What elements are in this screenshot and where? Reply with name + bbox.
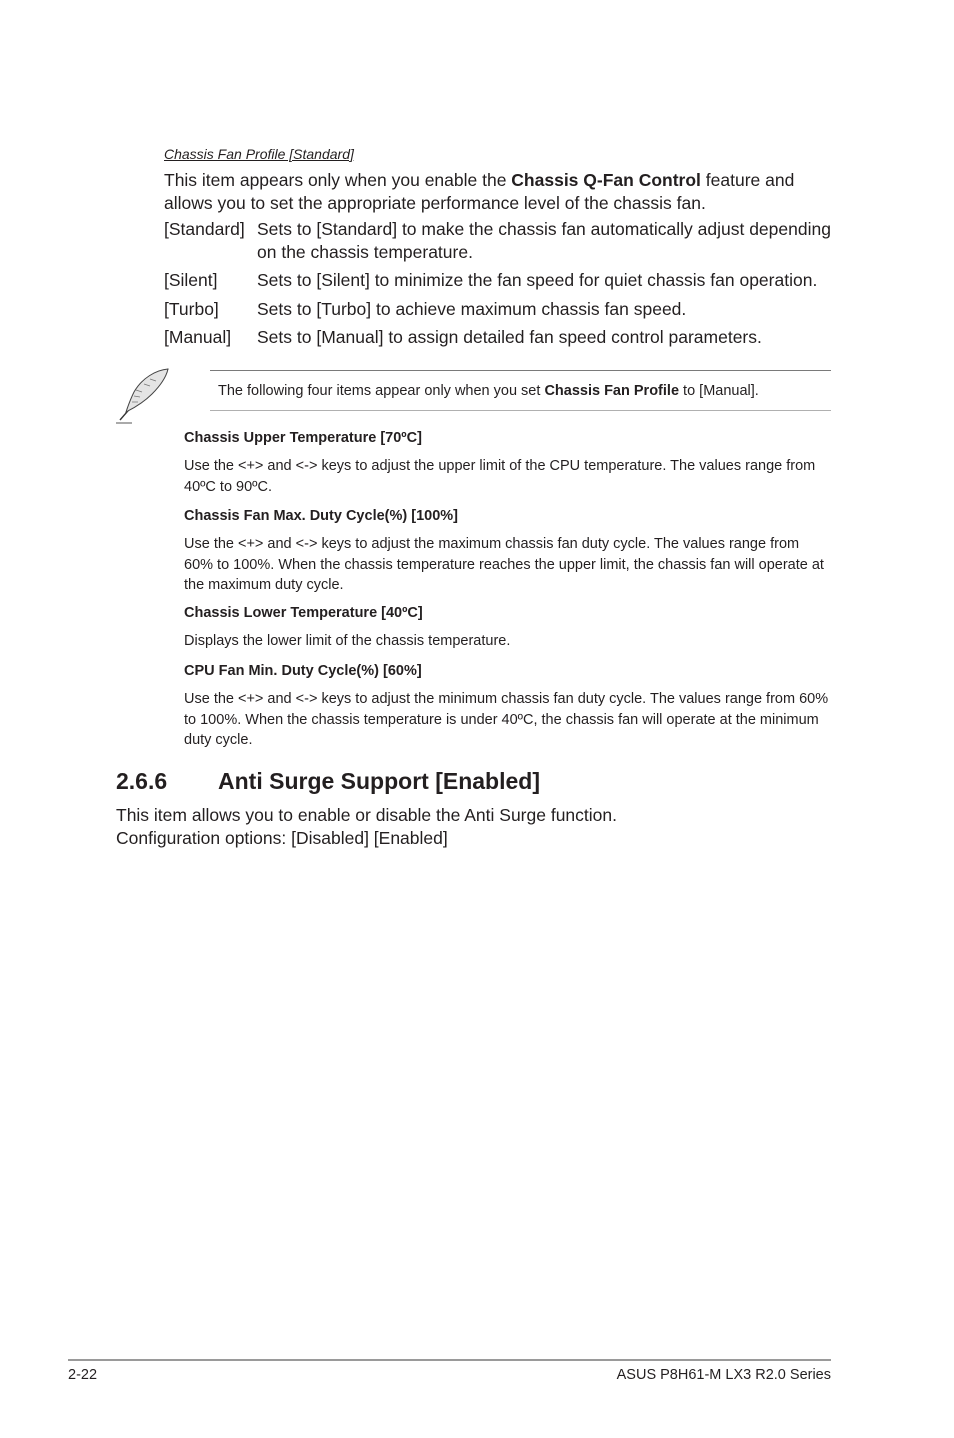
feather-quill-icon	[112, 366, 174, 424]
item-title-min-duty: CPU Fan Min. Duty Cycle(%) [60%]	[184, 663, 422, 679]
note-text-end: to [Manual].	[679, 383, 759, 399]
note-text-start: The following four items appear only when you set	[218, 383, 545, 399]
intro-bold-term: Chassis Q-Fan Control	[511, 170, 701, 190]
note-top-rule	[210, 370, 831, 371]
note-text	[218, 382, 759, 400]
fan-profile-intro	[164, 169, 844, 215]
option-desc-silent: Sets to [Silent] to minimize the fan speed for quiet chassis fan operation.	[257, 270, 818, 290]
fan-profile-heading: Chassis Fan Profile [Standard]	[164, 146, 354, 162]
item-desc-lower-temp: Displays the lower limit of the chassis temperature.	[184, 633, 511, 649]
item-title-lower-temp: Chassis Lower Temperature [40ºC]	[184, 605, 423, 621]
item-title-max-duty: Chassis Fan Max. Duty Cycle(%) [100%]	[184, 508, 458, 524]
item-title-upper-temp: Chassis Upper Temperature [70ºC]	[184, 430, 422, 446]
option-label-silent: [Silent]	[164, 270, 218, 290]
option-label-standard: [Standard]	[164, 219, 245, 239]
item-desc-max-duty: Use the <+> and <-> keys to adjust the maximum chassis fan duty cycle. The values range from 60% to 100%. When the chassis temperature reaches the upper limit, the chassis fan will operate at the maximum duty cycle.	[184, 536, 824, 593]
page-number: 2-22	[68, 1367, 98, 1383]
item-desc-min-duty: Use the <+> and <-> keys to adjust the minimum chassis fan duty cycle. The values range from 60% to 100%. When the chassis temperature is under 40ºC, the chassis fan will operate at the minimum duty cycle.	[184, 691, 829, 748]
option-desc-manual: Sets to [Manual] to assign detailed fan speed control parameters.	[257, 327, 762, 347]
option-desc-turbo: Sets to [Turbo] to achieve maximum chassis fan speed.	[257, 299, 687, 319]
option-label-manual: [Manual]	[164, 327, 232, 347]
section-desc-line1: This item allows you to enable or disable the Anti Surge function.	[116, 805, 617, 825]
footer-rule	[68, 1359, 831, 1361]
intro-text: This item appears only when you enable the	[164, 170, 512, 190]
option-desc-standard: Sets to [Standard] to make the chassis fan automatically adjust depending on the chassis temperature.	[257, 219, 831, 262]
intro-text-end: feature and allows you to set the appropriate performance level of the chassis fan.	[164, 170, 795, 213]
note-bottom-rule	[210, 410, 831, 411]
section-number: 2.6.6	[116, 768, 168, 794]
section-desc-line2: Configuration options: [Disabled] [Enabled]	[116, 828, 448, 848]
note-bold-term: Chassis Fan Profile	[544, 383, 680, 399]
product-name: ASUS P8H61-M LX3 R2.0 Series	[616, 1367, 831, 1383]
option-label-turbo: [Turbo]	[164, 299, 219, 319]
section-title: Anti Surge Support [Enabled]	[218, 768, 540, 794]
item-desc-upper-temp: Use the <+> and <-> keys to adjust the upper limit of the CPU temperature. The values range from 40ºC to 90ºC.	[184, 458, 816, 495]
